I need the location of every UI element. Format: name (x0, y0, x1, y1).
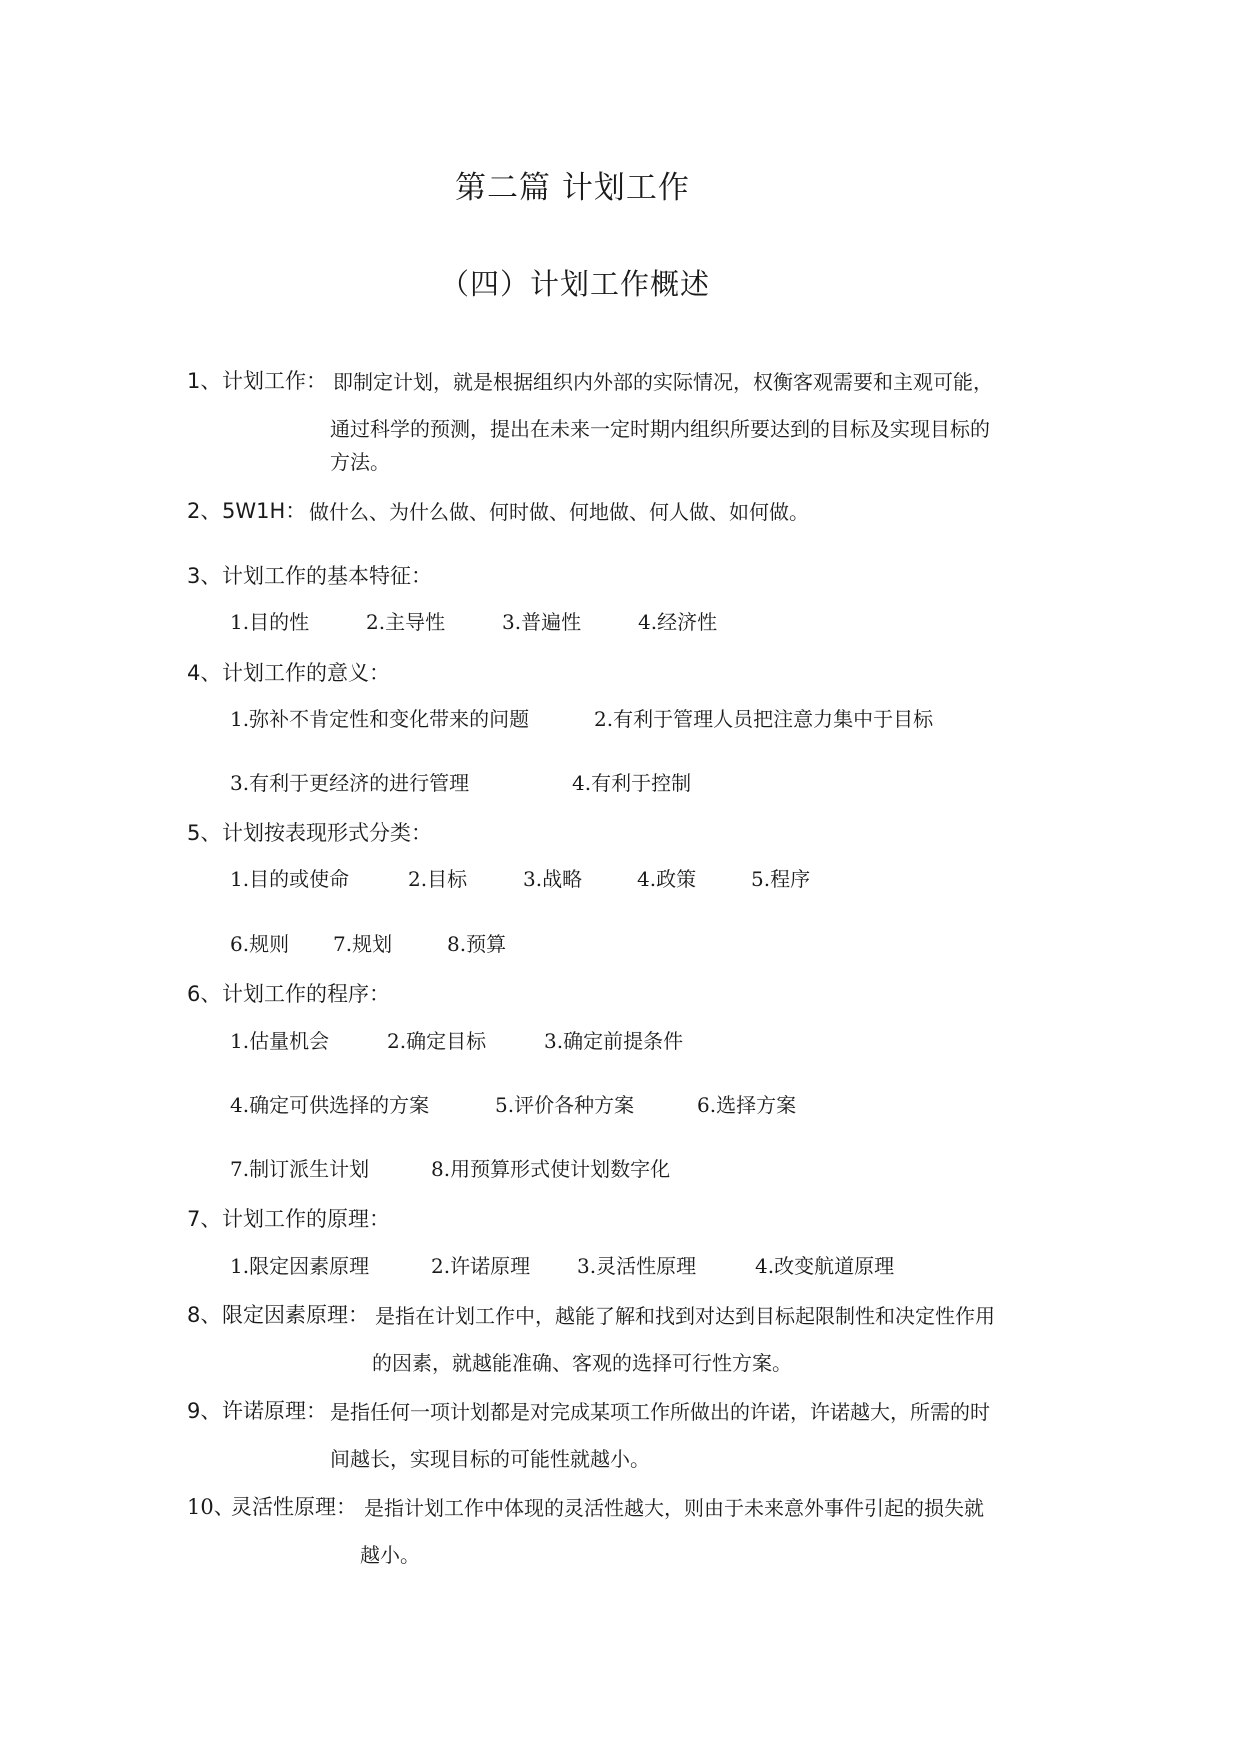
item-term: 计划按表现形式分类： (222, 821, 432, 845)
item-text-line: 越小。 (360, 1543, 420, 1567)
option: 3.战略 (523, 867, 583, 891)
item-term: 5W1H： (222, 499, 307, 523)
option: 3.灵活性原理 (577, 1254, 697, 1278)
option: 8.预算 (447, 932, 507, 956)
item-number: 10、 (187, 1495, 235, 1519)
option: 2.有利于管理人员把注意力集中于目标 (594, 707, 934, 731)
item-number: 7、 (187, 1207, 222, 1231)
option: 6.规则 (230, 932, 290, 956)
option: 8.用预算形式使计划数字化 (431, 1157, 671, 1181)
item-number: 8、 (187, 1303, 222, 1327)
option: 1.弥补不肯定性和变化带来的问题 (230, 707, 530, 731)
option: 4.确定可供选择的方案 (230, 1093, 430, 1117)
item-text-line: 即制定计划，就是根据组织内外部的实际情况，权衡客观需要和主观可能， (333, 370, 993, 394)
option: 4.经济性 (638, 610, 718, 634)
option: 2.目标 (408, 867, 468, 891)
option: 1.目的或使命 (230, 867, 350, 891)
item-number: 5、 (187, 821, 222, 845)
item-number: 9、 (187, 1399, 222, 1423)
option: 2.主导性 (366, 610, 446, 634)
item-term: 计划工作的原理： (222, 1207, 390, 1231)
option: 5.程序 (751, 867, 811, 891)
item-text-line: 方法。 (330, 450, 390, 474)
page-title: 第二篇 计划工作 (455, 170, 690, 206)
item-term: 计划工作的基本特征： (222, 564, 432, 588)
item-text-line: 通过科学的预测，提出在未来一定时期内组织所要达到的目标及实现目标的 (330, 417, 990, 441)
item-text-line: 做什么、为什么做、何时做、何地做、何人做、如何做。 (309, 500, 809, 524)
item-number: 4、 (187, 661, 222, 685)
option: 4.政策 (637, 867, 697, 891)
item-text-line: 是指任何一项计划都是对完成某项工作所做出的许诺，许诺越大，所需的时 (330, 1400, 990, 1424)
option: 1.估量机会 (230, 1029, 330, 1053)
item-text-line: 是指计划工作中体现的灵活性越大，则由于未来意外事件引起的损失就 (364, 1496, 984, 1520)
item-number: 2、 (187, 499, 222, 523)
option: 6.选择方案 (697, 1093, 797, 1117)
item-term: 计划工作的程序： (222, 982, 390, 1006)
item-term: 限定因素原理： (222, 1303, 369, 1327)
option: 3.有利于更经济的进行管理 (230, 771, 470, 795)
item-term: 灵活性原理： (231, 1495, 357, 1519)
option: 3.普遍性 (502, 610, 582, 634)
option: 4.改变航道原理 (755, 1254, 895, 1278)
option: 1.限定因素原理 (230, 1254, 370, 1278)
option: 2.确定目标 (387, 1029, 487, 1053)
option: 2.许诺原理 (431, 1254, 531, 1278)
item-term: 许诺原理： (222, 1399, 327, 1423)
item-text-line: 是指在计划工作中，越能了解和找到对达到目标起限制性和决定性作用 (375, 1304, 995, 1328)
section-subtitle: （四）计划工作概述 (440, 267, 711, 301)
item-term: 计划工作： (222, 369, 327, 393)
option: 7.制订派生计划 (230, 1157, 370, 1181)
item-number: 1、 (187, 369, 222, 393)
option: 7.规划 (333, 932, 393, 956)
option: 1.目的性 (230, 610, 310, 634)
item-text-line: 间越长，实现目标的可能性就越小。 (330, 1447, 650, 1471)
item-text-line: 的因素，就越能准确、客观的选择可行性方案。 (372, 1351, 792, 1375)
item-number: 3、 (187, 564, 222, 588)
option: 5.评价各种方案 (495, 1093, 635, 1117)
option: 4.有利于控制 (572, 771, 692, 795)
item-term: 计划工作的意义： (222, 661, 390, 685)
item-number: 6、 (187, 982, 222, 1006)
option: 3.确定前提条件 (544, 1029, 684, 1053)
